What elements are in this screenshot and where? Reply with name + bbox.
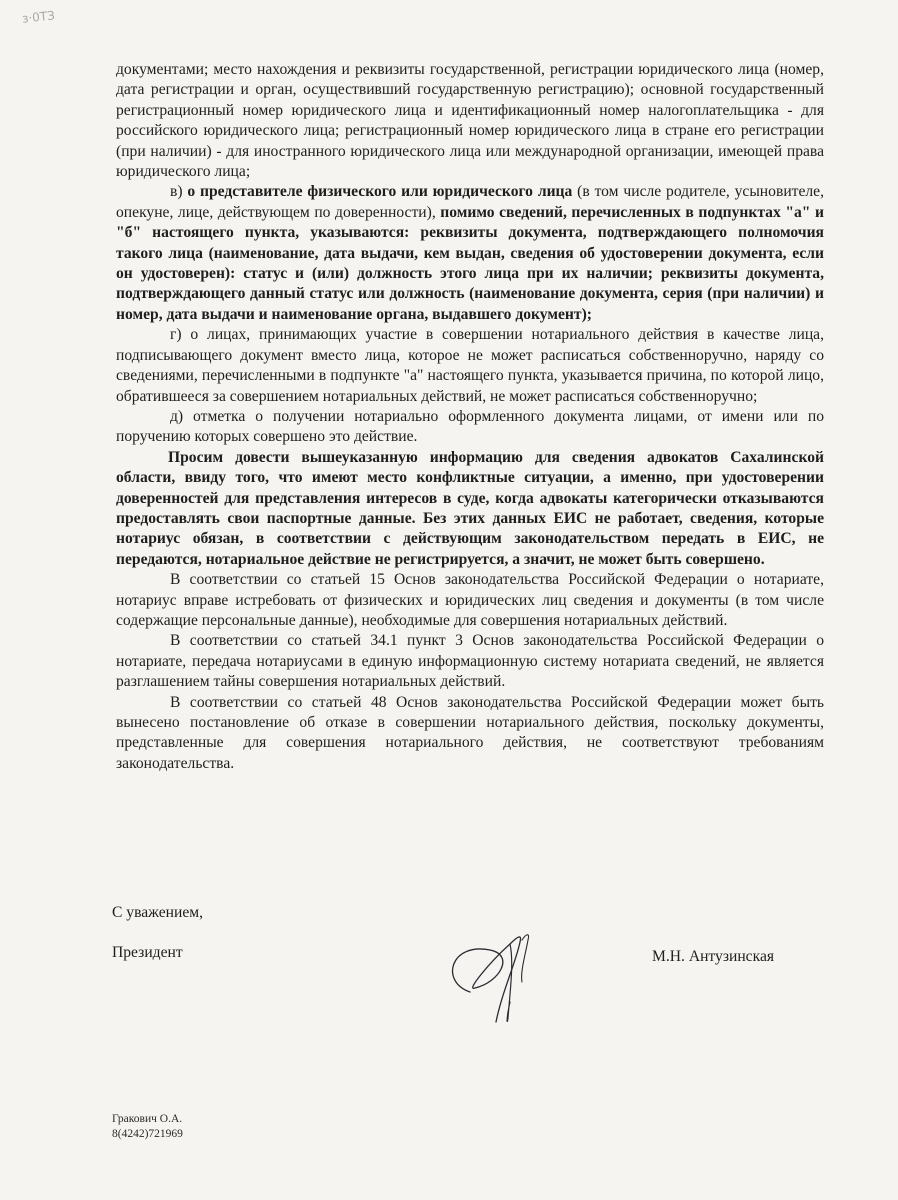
- paragraph-participants: г) о лицах, принимающих участие в совершении нотариального действия в качестве лица, подписывающего документ вместо лица, которое не может расписаться собственноручно, наряду со сведениями, перечисленными в подпункте "а" настоящего пункта, указывается причина, по которой лицо, обратившееся за совершением нотариальных действий, не может расписаться собственноручно;: [116, 326, 824, 405]
- item-letter-v: в): [170, 183, 188, 201]
- executor-name: Гракович О.А.: [112, 1113, 183, 1125]
- request-text: Просим довести вышеуказанную информацию для сведения адвокатов Сахалинской области, ввиду того, что имеют место конфликтные ситуации, а именно, при удостоверении доверенностей для представления интересов в суде, когда адвокаты категорически отказываются предоставлять свои паспортные данные. Без этих данных ЕИС не работает, сведения, которые нотариус обязан, в соответствии с действующим законодательством передать в ЕИС, не передаются, нотариальное действие не регистрируется, а значит, не может быть совершено.: [116, 448, 824, 568]
- paragraph-representative: [116, 182, 824, 325]
- signer-name: М.Н. Антузинская: [652, 948, 775, 965]
- executor-phone: 8(4242)721969: [112, 1128, 183, 1140]
- paragraph-article-15: В соответствии со статьей 15 Основ законодательства Российской Федерации о нотариате, нотариус вправе истребовать от физических и юридических лиц сведения и документы (в том числе содержащие персональные данные), необходимые для совершения нотариальных действий.: [116, 571, 824, 629]
- representative-note: (в том числе родителе, усыновителе, опекуне, лице, действующем по доверенности),: [116, 183, 824, 221]
- corner-mark: з·0ТЗ: [21, 8, 56, 26]
- paragraph-request: [116, 448, 824, 570]
- paragraph-legal-entity: документами; место нахождения и реквизиты государственной, регистрации юридического лица (номер, дата регистрации и орган, осуществивший государственную регистрацию); основной государственный регистрационный номер юридического лица и идентификационный номер налогоплательщика - для российского юридического лица; регистрационный номер юридического лица в стране его регистрации (при наличии) - для иностранного юридического лица или международной организации, имеющей права юридического лица;: [116, 61, 824, 181]
- paragraph-receipt-mark: д) отметка о получении нотариально оформленного документа лицами, от имени или по поручению которых совершено это действие.: [116, 407, 824, 446]
- signer-position: Президент: [112, 944, 183, 961]
- document-body: [116, 60, 824, 774]
- paragraph-article-48: В соответствии со статьей 48 Основ законодательства Российской Федерации может быть вынесено постановление об отказе в совершении нотариального действия, поскольку документы, представленные для совершения нотариального действия, не соответствуют требованиям законодательства.: [116, 693, 824, 772]
- paragraph-article-34-1: В соответствии со статьей 34.1 пункт 3 Основ законодательства Российской Федерации о нотариате, передача нотариусами в единую информационную систему нотариата сведений, не является разглашением тайны совершения нотариальных действий.: [116, 632, 824, 691]
- representative-requirements: помимо сведений, перечисленных в подпунктах "а" и "б" настоящего пункта, указываются: реквизиты документа, подтверждающего полномочия такого лица (наименование, дата выдачи, кем выдан, сведения об удостоверении документа, если он удостоверен): статус и (или) должность этого лица при их наличии; реквизиты документа, подтверждающего данный статус или должность (наименование документа, серия (при наличии) и номер, дата выдачи и наименование органа, выдавшего документ);: [116, 203, 824, 323]
- executor-block: [112, 1112, 183, 1142]
- handwritten-signature: [430, 922, 560, 1032]
- closing-phrase: С уважением,: [112, 904, 204, 921]
- representative-heading: о представителе физического или юридического лица: [187, 183, 573, 201]
